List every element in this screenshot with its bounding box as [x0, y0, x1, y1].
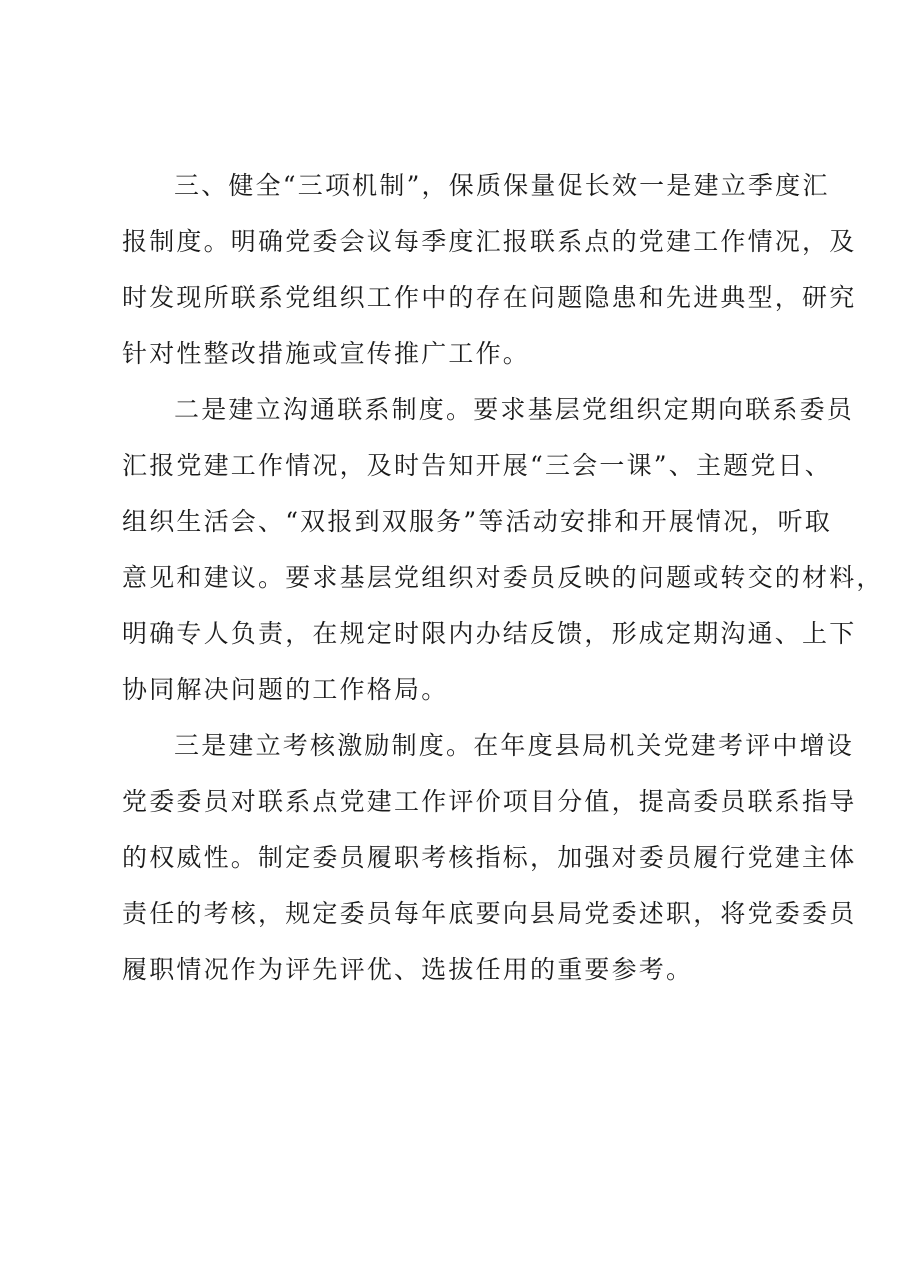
- text-line: 二是建立沟通联系制度。要求基层党组织定期向联系委员: [174, 395, 855, 424]
- document-body: [122, 158, 884, 998]
- text-line: 党委委员对联系点党建工作评价项目分值，提高委员联系指导: [122, 787, 857, 816]
- paragraph-communication-system: [122, 382, 884, 718]
- text-line: 汇报党建工作情况，及时告知开展“三会一课”、主题党日、: [122, 451, 832, 480]
- text-line: 责任的考核，规定委员每年底要向县局党委述职，将党委委员: [122, 899, 857, 928]
- text-line: 针对性整改措施或宣传推广工作。: [122, 339, 531, 368]
- text-line: 组织生活会、“双报到双服务”等活动安排和开展情况，听取: [122, 507, 832, 536]
- text-line: 履职情况作为评先评优、选拔任用的重要参考。: [122, 955, 694, 984]
- text-line: 意见和建议。要求基层党组织对委员反映的问题或转交的材料，: [122, 563, 884, 592]
- text-line: 三、健全“三项机制”，保质保量促长效一是建立季度汇: [174, 171, 830, 200]
- text-line: 的权威性。制定委员履职考核指标，加强对委员履行党建主体: [122, 843, 857, 872]
- paragraph-assessment-incentive: [122, 718, 857, 998]
- text-line: 报制度。明确党委会议每季度汇报联系点的党建工作情况，及: [122, 227, 857, 256]
- text-line: 时发现所联系党组织工作中的存在问题隐患和先进典型，研究: [122, 283, 857, 312]
- text-line: 三是建立考核激励制度。在年度县局机关党建考评中增设: [174, 731, 855, 760]
- text-line: 明确专人负责，在规定时限内办结反馈，形成定期沟通、上下: [122, 619, 857, 648]
- paragraph-three-mechanisms: [122, 158, 857, 382]
- text-line: 协同解决问题的工作格局。: [122, 675, 449, 704]
